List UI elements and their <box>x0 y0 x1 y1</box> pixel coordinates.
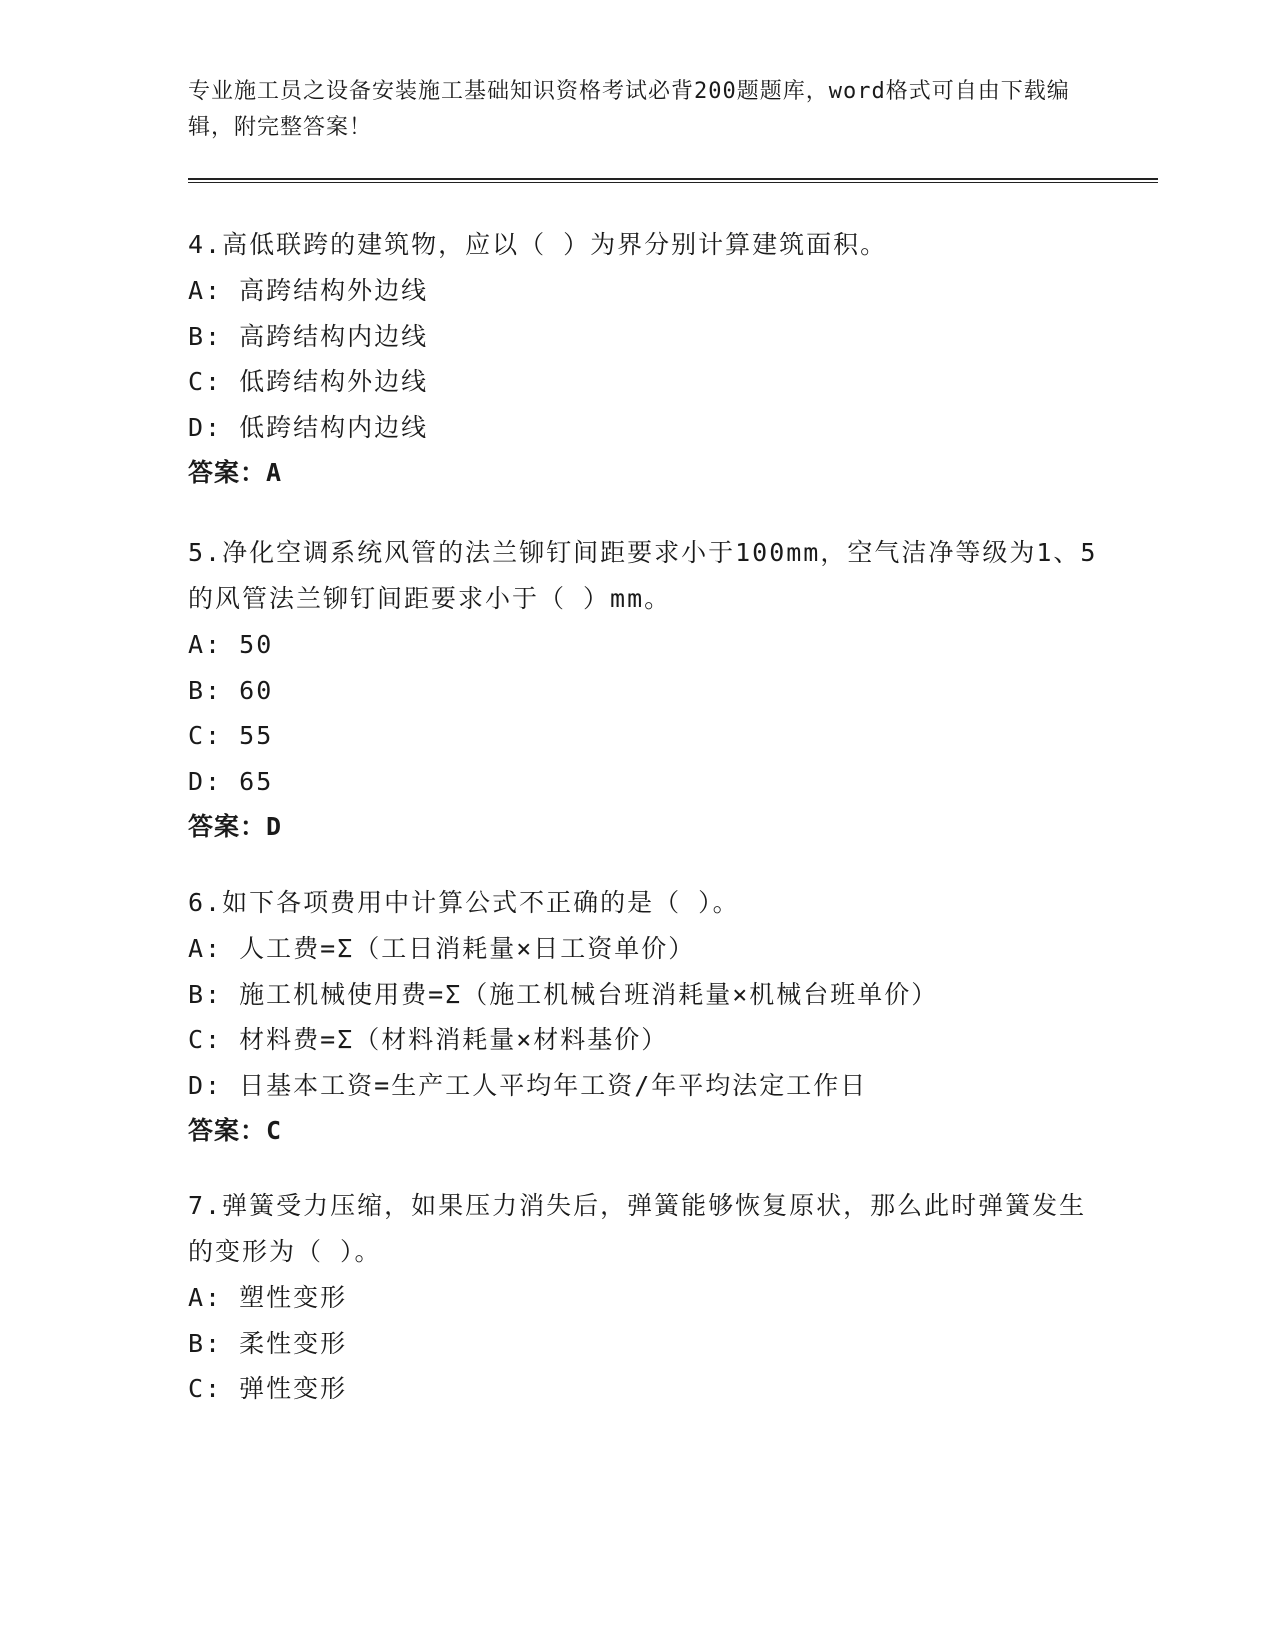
option-d: D: 低跨结构内边线 <box>188 412 429 442</box>
question-stem: 6.如下各项费用中计算公式不正确的是（ ）。 <box>188 888 740 917</box>
option-b: B: 60 <box>188 675 274 705</box>
document-header: 专业施工员之设备安装施工基础知识资格考试必背200题题库，word格式可自由下载编辑，附完整答案！ <box>188 79 1070 140</box>
option-b: B: 高跨结构内边线 <box>188 321 429 351</box>
option-b: B: 施工机械使用费=Σ（施工机械台班消耗量×机械台班单价） <box>188 979 939 1009</box>
option-c: C: 材料费=Σ（材料消耗量×材料基价） <box>188 1025 669 1054</box>
question-4 <box>188 222 1108 496</box>
question-6 <box>188 880 1108 1154</box>
answer-label: 答案：D <box>188 812 283 841</box>
option-d: D: 65 <box>188 766 274 796</box>
option-a: A: 塑性变形 <box>188 1283 348 1312</box>
question-7 <box>188 1183 1108 1412</box>
option-a: A: 高跨结构外边线 <box>188 276 429 305</box>
option-c: C: 弹性变形 <box>188 1374 348 1403</box>
question-stem: 4.高低联跨的建筑物，应以（ ）为界分别计算建筑面积。 <box>188 230 888 259</box>
option-c: C: 55 <box>188 721 274 750</box>
option-a: A: 人工费=Σ（工日消耗量×日工资单价） <box>188 934 696 963</box>
question-stem: 7.弹簧受力压缩，如果压力消失后，弹簧能够恢复原状，那么此时弹簧发生的变形为（ ）。 <box>188 1191 1087 1266</box>
question-5 <box>188 530 1108 850</box>
option-c: C: 低跨结构外边线 <box>188 367 429 396</box>
option-d: D: 日基本工资=生产工人平均年工资/年平均法定工作日 <box>188 1070 868 1100</box>
question-stem: 5.净化空调系统风管的法兰铆钉间距要求小于100mm，空气洁净等级为1、5的风管法兰铆钉间距要求小于（ ）mm。 <box>188 538 1098 613</box>
header-divider <box>188 178 1158 183</box>
option-b: B: 柔性变形 <box>188 1328 348 1358</box>
answer-label: 答案：C <box>188 1116 283 1145</box>
answer-label: 答案：A <box>188 458 283 487</box>
option-a: A: 50 <box>188 630 274 659</box>
